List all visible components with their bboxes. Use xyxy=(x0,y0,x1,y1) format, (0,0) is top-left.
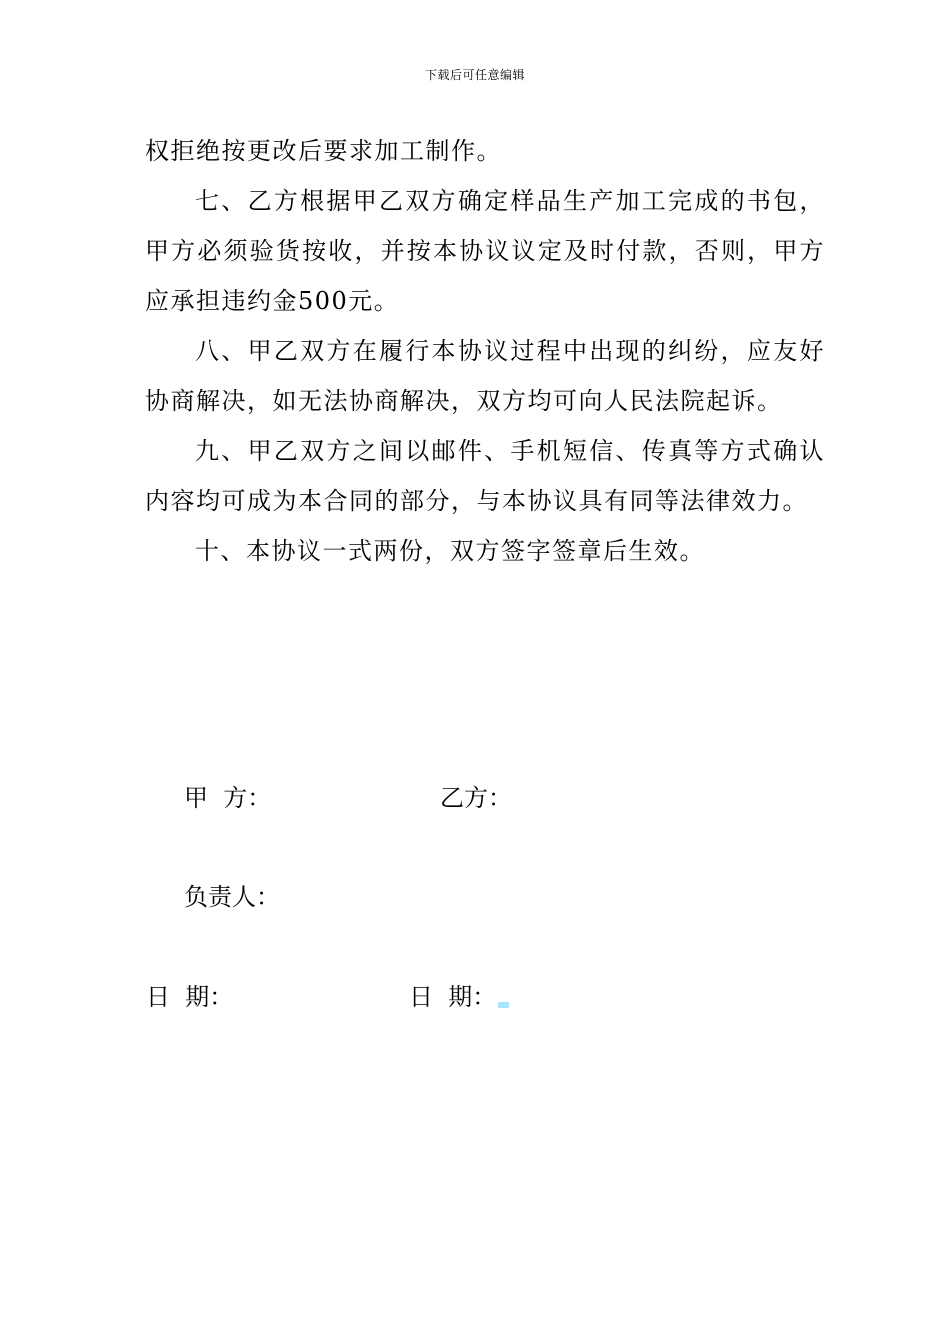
clause-nine: 九、甲乙双方之间以邮件、手机短信、传真等方式确认内容均可成为本合同的部分，与本协议具有同等法律效力。 xyxy=(145,437,825,515)
clause-seven: 七、乙方根据甲乙双方确定样品生产加工完成的书包，甲方必须验货按收，并按本协议议定及时付款，否则，甲方应承担违约金500元。 xyxy=(145,187,825,315)
clause-eight: 八、甲乙双方在履行本协议过程中出现的纠纷，应友好协商解决，如无法协商解决，双方均可向人民法院起诉。 xyxy=(145,337,825,415)
text-cursor-highlight xyxy=(498,1002,509,1008)
responsible-person-label: 负责人： xyxy=(184,883,280,911)
clause-ten: 十、本协议一式两份，双方签字签章后生效。 xyxy=(195,537,705,565)
party-b-date-label: 日 期： xyxy=(409,983,497,1011)
contract-body xyxy=(145,126,825,576)
party-a-date-label: 日 期： xyxy=(146,983,234,1011)
party-a-label: 甲 方： xyxy=(184,784,272,812)
page-header-note: 下载后可任意编辑 xyxy=(424,68,525,82)
paragraph-continuation: 权拒绝按更改后要求加工制作。 xyxy=(145,137,502,165)
party-b-date-row xyxy=(409,982,509,1012)
party-b-label: 乙方： xyxy=(440,784,512,812)
